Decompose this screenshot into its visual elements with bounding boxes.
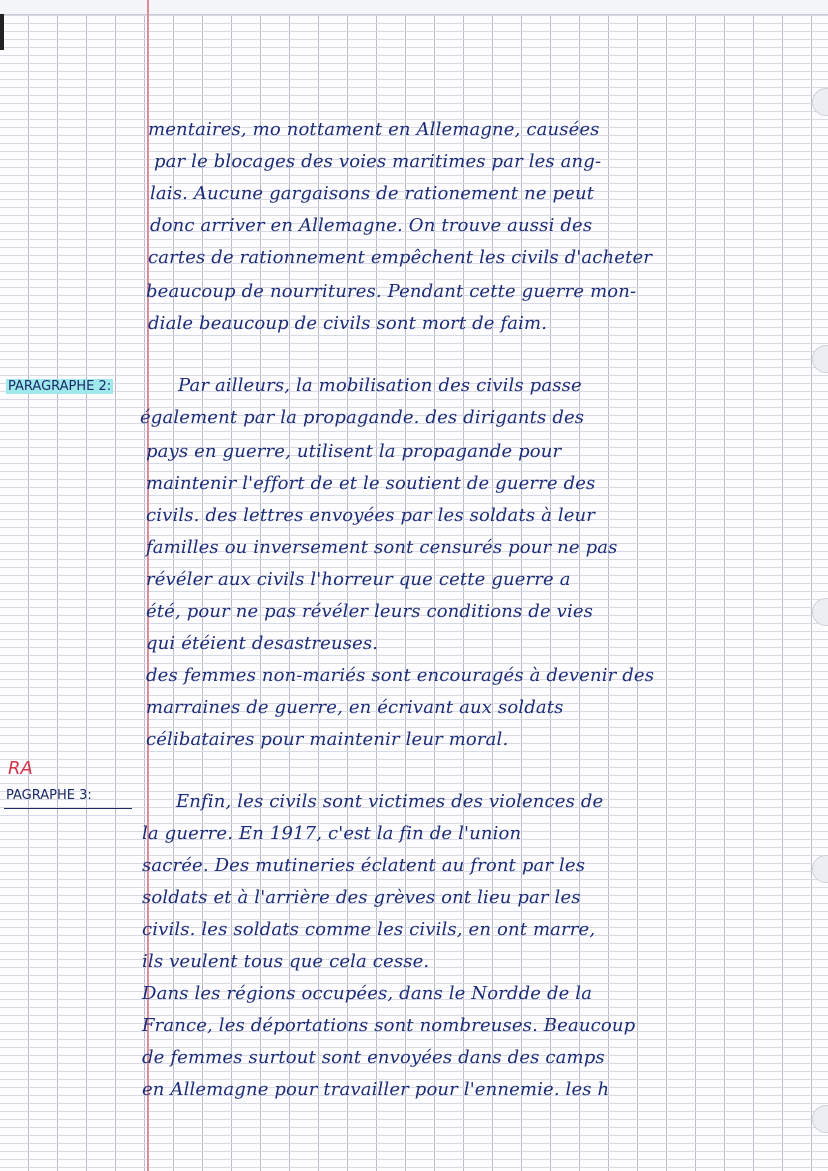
paragraph1-line: diale beaucoup de civils sont mort de faim. (148, 313, 548, 334)
paragraph3-line: Enfin, les civils sont victimes des violences de (176, 791, 604, 812)
binder-hole (812, 598, 828, 626)
paragraph3-line: Dans les régions occupées, dans le Nordde de la (142, 983, 593, 1004)
paragraph1-line: par le blocages des voies maritimes par les ang- (154, 151, 602, 172)
paragraph3-label: PAGRAPHE 3: (6, 788, 92, 803)
binder-hole (812, 855, 828, 883)
paragraph3-line: sacrée. Des mutineries éclatent au front par les (142, 855, 586, 876)
binder-hole (812, 1105, 828, 1133)
paragraph2-line: célibataires pour maintenir leur moral. (146, 729, 509, 750)
paragraph2-line: révéler aux civils l'horreur que cette guerre a (146, 569, 571, 590)
paragraph1-line: beaucoup de nourritures. Pendant cette guerre mon- (146, 281, 637, 302)
paragraph2-label: PARAGRAPHE 2: (8, 379, 112, 394)
paragraph3-line: ils veulent tous que cela cesse. (142, 951, 430, 972)
paragraph2-line: également par la propagande. des dirigants des (140, 407, 585, 428)
binder-hole (812, 88, 828, 116)
paragraph3-line: la guerre. En 1917, c'est la fin de l'union (142, 823, 522, 844)
paragraph3-line: en Allemagne pour travailler pour l'ennemie. les h (142, 1079, 610, 1100)
page-top-edge (0, 0, 828, 15)
paragraph1-line: lais. Aucune gargaisons de rationement ne peut (150, 183, 595, 204)
paragraph1-line: donc arriver en Allemagne. On trouve aussi des (150, 215, 593, 236)
paragraph2-line: pays en guerre, utilisent la propagande pour (146, 441, 562, 462)
paragraph2-line: marraines de guerre, en écrivant aux soldats (146, 697, 564, 718)
paragraph3-line: civils. les soldats comme les civils, en ont marre, (142, 919, 596, 940)
paragraph2-line: des femmes non-mariés sont encouragés à devenir des (146, 665, 655, 686)
paragraph2-line: été, pour ne pas révéler leurs conditions de vies (146, 601, 594, 622)
paragraph2-line: civils. des lettres envoyées par les soldats à leur (146, 505, 596, 526)
paragraph2-line: familles ou inversement sont censurés pour ne pas (146, 537, 618, 558)
paragraph2-line: maintenir l'effort de et le soutient de guerre des (146, 473, 596, 494)
paragraph3-line: soldats et à l'arrière des grèves ont lieu par les (142, 887, 581, 908)
paragraph3-line: de femmes surtout sont envoyées dans des camps (142, 1047, 605, 1068)
paragraph3-line: France, les déportations sont nombreuses. Beaucoup (142, 1015, 636, 1036)
paragraph2-line: qui étéient desastreuses. (146, 633, 379, 654)
paragraph3-label-underline (4, 808, 132, 809)
paragraph1-line: mentaires, mo nottament en Allemagne, causées (148, 119, 600, 140)
ra-note: RA (8, 758, 33, 779)
corner-mark (0, 14, 4, 50)
paragraph2-line: Par ailleurs, la mobilisation des civils passe (178, 375, 582, 396)
paragraph1-line: cartes de rationnement empêchent les civils d'acheter (148, 247, 653, 268)
binder-hole (812, 345, 828, 373)
